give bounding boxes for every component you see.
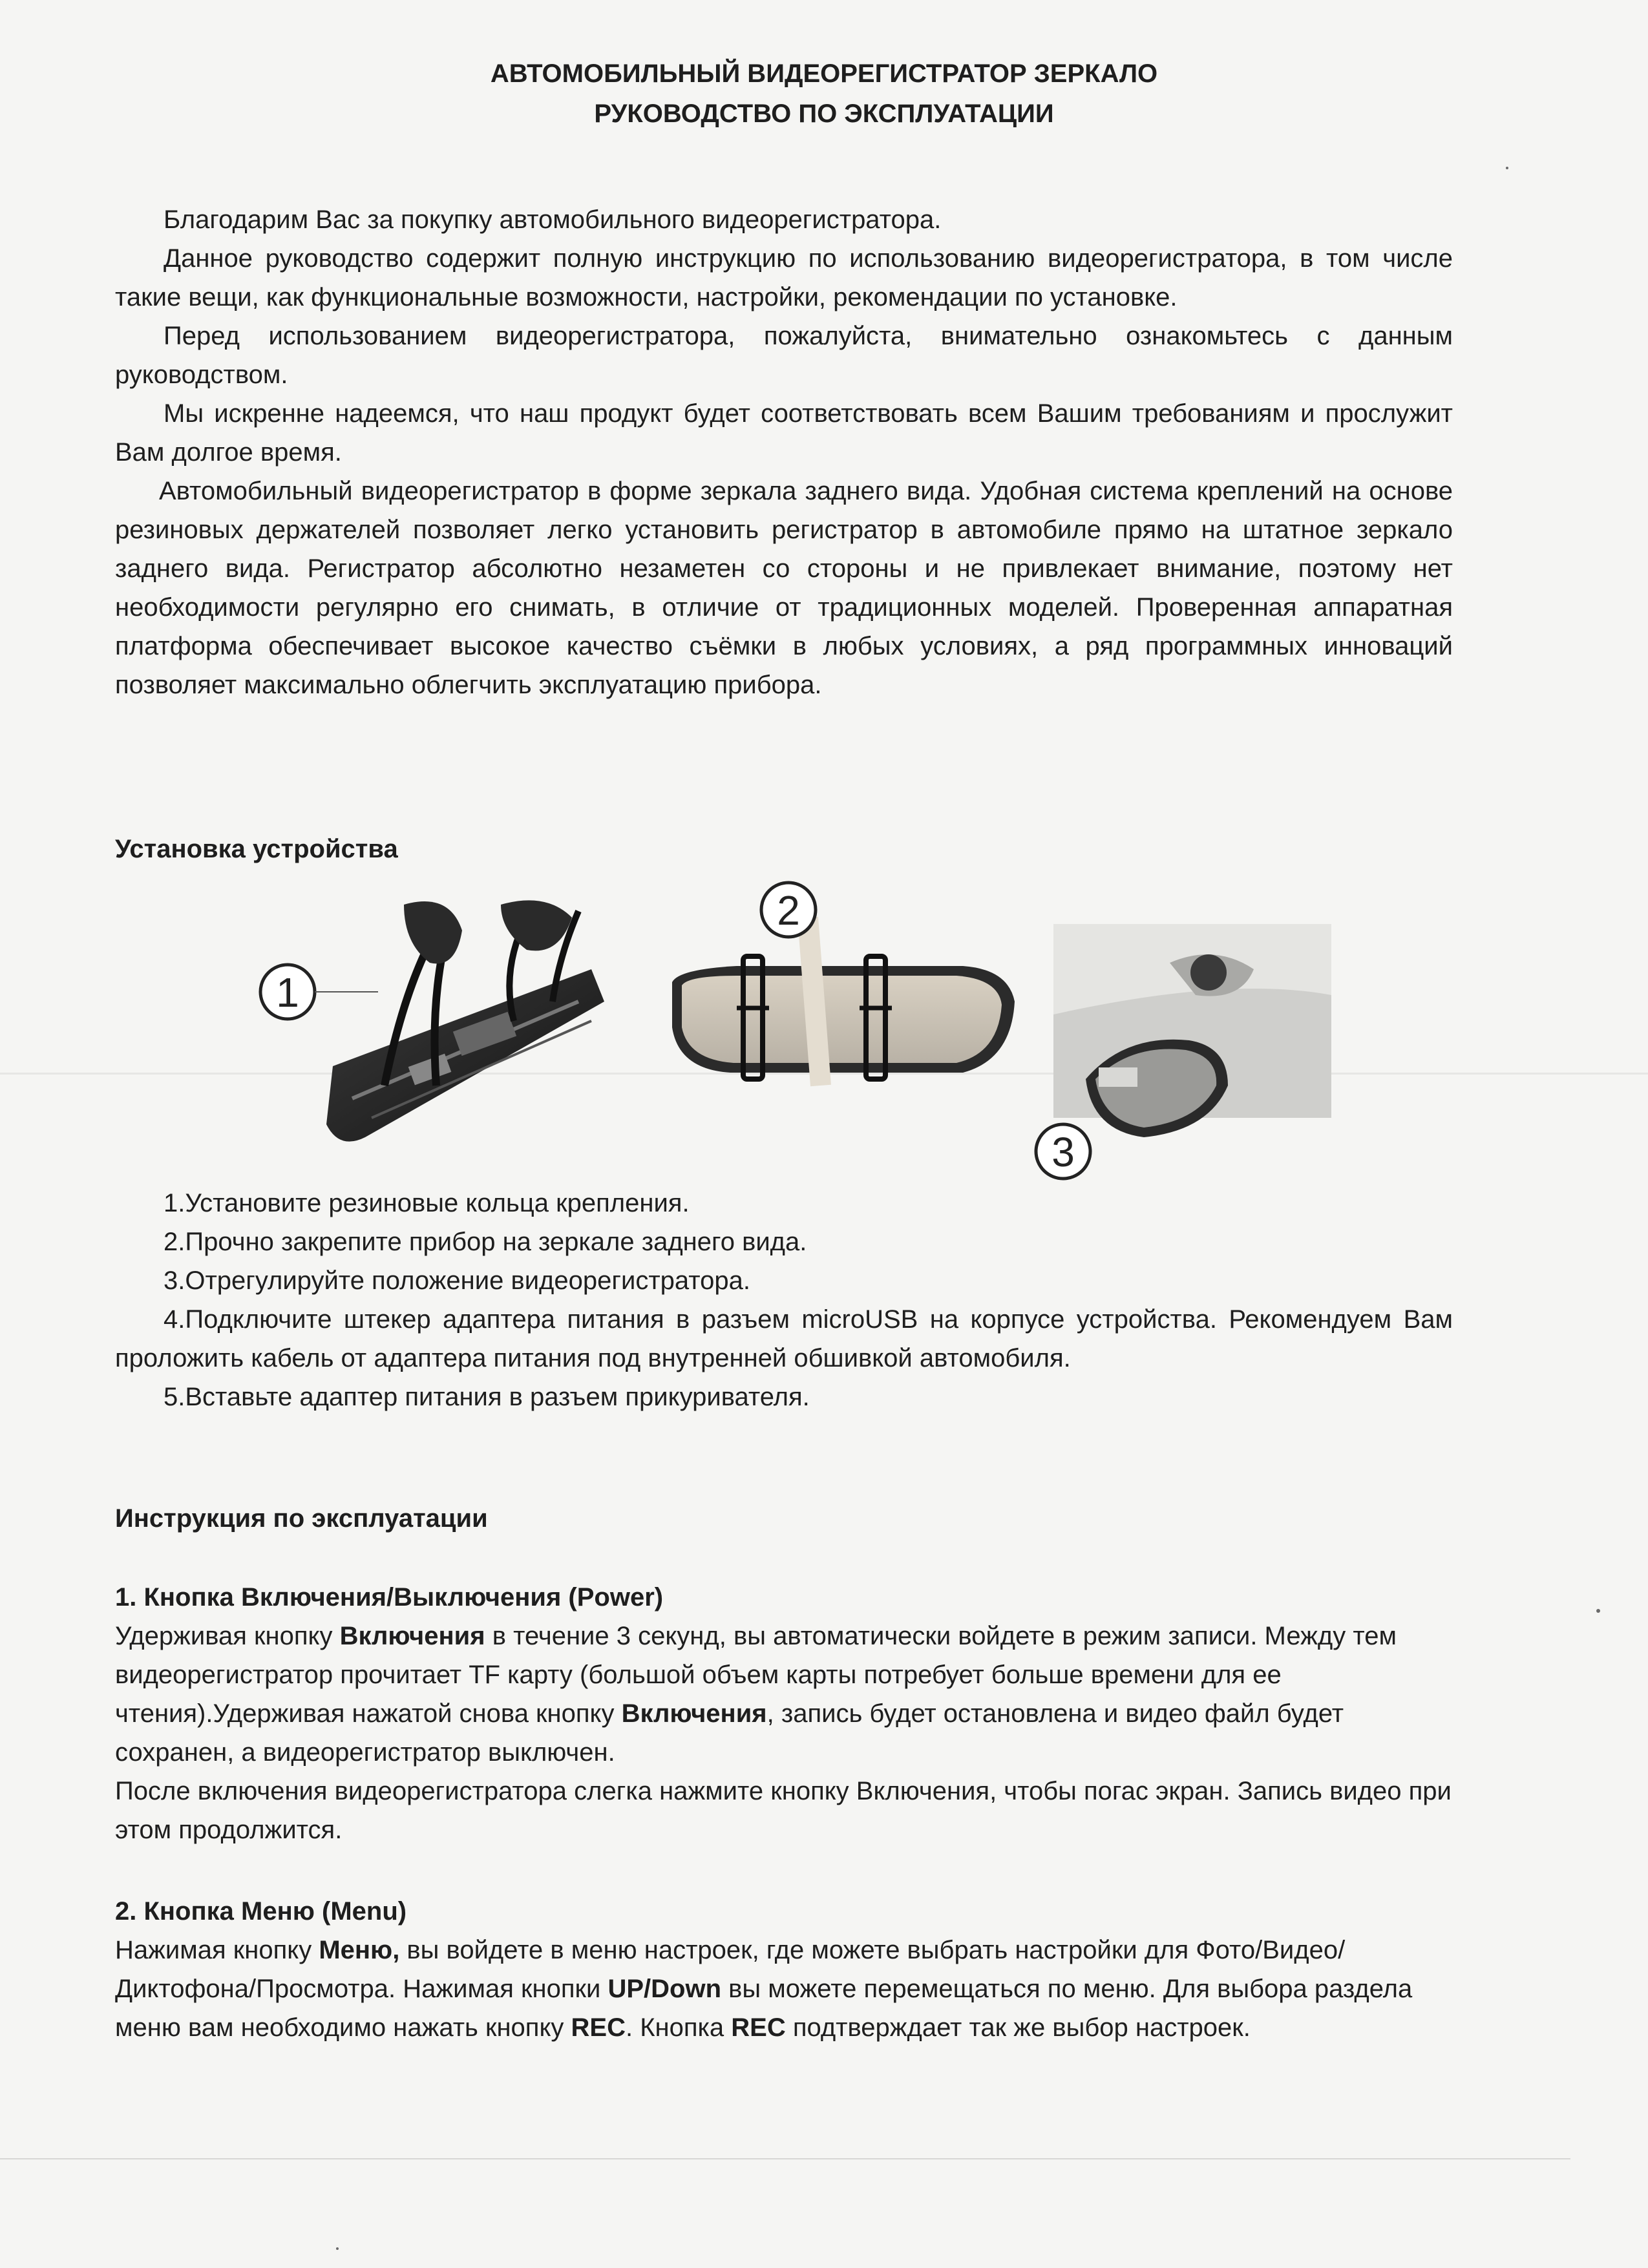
document-title-line-2: РУКОВОДСТВО ПО ЭКСПЛУАТАЦИИ [594,100,1054,128]
text-run: в течение 3 секунд, вы автоматически войдете в режим записи. Между тем видеорегистратор прочитает TF карту (большой объем карты потребует больше времени для ее чтения).Удерживая нажатой снова кнопку [115,1622,1397,1728]
installation-step: 1.Установите резиновые кольца крепления. [164,1189,690,1217]
installation-step: 4.Подключите штекер адаптера питания в разъем microUSB на корпусе устройства. Рекомендуем Вам проложить кабель от адаптера питания под внутренней обшивкой автомобиля. [115,1305,1453,1372]
intro-paragraph: Данное руководство содержит полную инструкцию по использованию видеорегистратора, в том числе такие вещи, как функциональные возможности, настройки, рекомендации по установке. [115,244,1453,311]
intro-paragraph: Мы искренне надеемся, что наш продукт будет соответствовать всем Вашим требованиям и прослужит Вам долгое время. [115,399,1453,467]
rec-keyword: REC [731,2013,786,2042]
text-run: Удерживая кнопку [115,1622,340,1650]
menu-keyword: Меню, [319,1936,400,1964]
menu-button-heading: 2. Кнопка Меню (Menu) [115,1897,407,1926]
install-figure-3 [1034,924,1331,1195]
installation-step: 5.Вставьте адаптер питания в разъем прикуривателя. [164,1383,810,1411]
text-run: подтверждает так же выбор настроек. [785,2013,1251,2042]
rec-keyword: REC [571,2013,626,2042]
step-badge-label: 2 [777,887,800,934]
page-edge-line [0,2158,1570,2159]
document-title-line-1: АВТОМОБИЛЬНЫЙ ВИДЕОРЕГИСТРАТОР ЗЕРКАЛО [490,59,1158,88]
scan-speck [336,2247,339,2250]
text-run: . Кнопка [625,2013,732,2042]
text-run: вы можете перемещаться по меню. Для выбора раздела меню вам необходимо нажать кнопку [115,1975,1413,2042]
scan-speck [1506,167,1508,169]
power-button-heading: 1. Кнопка Включения/Выключения (Power) [115,1583,664,1612]
step-badge-label: 1 [276,969,299,1016]
text-run: , запись будет остановлена и видео файл будет сохранен, а видеорегистратор выключен. [115,1699,1344,1767]
power-paragraph [115,1617,1453,1772]
installation-heading: Установка устройства [115,835,398,863]
installation-step: 2.Прочно закрепите прибор на зеркале заднего вида. [164,1228,807,1256]
operation-heading: Инструкция по эксплуатации [115,1504,488,1533]
scan-speck [1596,1609,1600,1613]
intro-section [115,200,1453,704]
power-button-section [115,1617,1453,1849]
installation-step: 3.Отрегулируйте положение видеорегистратора. [164,1266,750,1295]
text-run: Нажимая кнопку [115,1936,319,1964]
menu-button-section [115,1931,1453,2047]
text-run: вы войдете в меню настроек, где можете выбрать настройки для Фото/Видео/Диктофона/Просмотра. Нажимая кнопки [115,1936,1346,2003]
step-badge-label: 3 [1051,1129,1075,1175]
installation-steps [115,1184,1453,1416]
updown-keyword: UP/Down [607,1975,722,2003]
intro-paragraph: Благодарим Вас за покупку автомобильного видеорегистратора. [164,205,942,234]
intro-paragraph: Автомобильный видеорегистратор в форме зеркала заднего вида. Удобная система креплений на основе резиновых держателей позволяет легко установить регистратор в автомобиле прямо на штатное зеркало заднего вида. Регистратор абсолютно незаметен со стороны и не привлекает внимание, поэтому нет необходимости регулярно его снимать, в отличие от традиционных моделей. Проверенная аппаратная платформа обеспечивает высокое качество съёмки в любых условиях, а ряд программных инноваций позволяет максимально облегчить эксплуатацию прибора. [115,477,1453,699]
install-figure-1 [255,892,604,1176]
power-paragraph: После включения видеорегистратора слегка нажмите кнопку Включения, чтобы погас экран. Запись видео при этом продолжится. [115,1777,1452,1844]
intro-paragraph: Перед использованием видеорегистратора, пожалуйста, внимательно ознакомьтесь с данным руководством. [115,322,1453,389]
menu-paragraph [115,1931,1453,2047]
power-keyword: Включения [339,1622,485,1650]
install-figure-2 [659,879,1021,1098]
power-keyword: Включения [621,1699,767,1728]
